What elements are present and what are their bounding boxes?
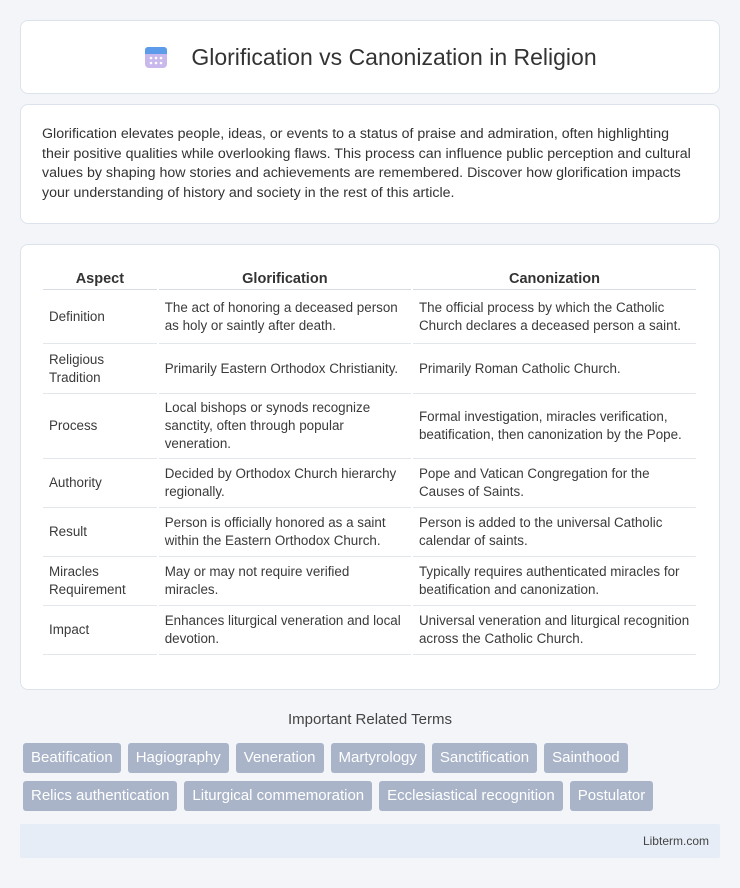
tag-sainthood[interactable]: Sainthood — [544, 743, 628, 773]
column-header-glorification: Glorification — [159, 265, 411, 290]
tag-hagiography[interactable]: Hagiography — [128, 743, 229, 773]
comparison-table — [41, 265, 698, 655]
tag-postulator[interactable]: Postulator — [570, 781, 654, 811]
table-row — [43, 508, 696, 557]
intro-card — [20, 104, 720, 224]
calendar-icon — [143, 44, 169, 70]
glorification-cell: Primarily Eastern Orthodox Christianity. — [159, 344, 411, 394]
canonization-cell: Pope and Vatican Congregation for the Causes of Saints. — [413, 459, 696, 508]
page-title: Glorification vs Canonization in Religion — [191, 43, 597, 70]
tag-beatification[interactable]: Beatification — [23, 743, 121, 773]
aspect-cell: Process — [43, 394, 157, 459]
aspect-cell: Result — [43, 508, 157, 557]
canonization-cell: Person is added to the universal Catholic calendar of saints. — [413, 508, 696, 557]
comparison-card — [20, 244, 720, 690]
table-row — [43, 557, 696, 606]
column-header-canonization: Canonization — [413, 265, 696, 290]
tag-relics-authentication[interactable]: Relics authentication — [23, 781, 177, 811]
canonization-cell: Universal veneration and liturgical recognition across the Catholic Church. — [413, 606, 696, 655]
table-row — [43, 344, 696, 394]
tag-martyrology[interactable]: Martyrology — [331, 743, 425, 773]
table-row — [43, 459, 696, 508]
table-row — [43, 606, 696, 655]
column-header-aspect: Aspect — [43, 265, 157, 290]
footer — [20, 824, 720, 858]
canonization-cell: Typically requires authenticated miracles for beatification and canonization. — [413, 557, 696, 606]
glorification-cell: The act of honoring a deceased person as holy or saintly after death. — [159, 290, 411, 344]
glorification-cell: Enhances liturgical veneration and local devotion. — [159, 606, 411, 655]
tag-row — [23, 743, 723, 773]
glorification-cell: May or may not require verified miracles. — [159, 557, 411, 606]
aspect-cell: Authority — [43, 459, 157, 508]
aspect-cell: Impact — [43, 606, 157, 655]
tag-row — [23, 781, 723, 811]
aspect-cell: Definition — [43, 290, 157, 344]
glorification-cell: Local bishops or synods recognize sanctity, often through popular veneration. — [159, 394, 411, 459]
canonization-cell: The official process by which the Catholic Church declares a deceased person a saint. — [413, 290, 696, 344]
tag-liturgical-commemoration[interactable]: Liturgical commemoration — [184, 781, 372, 811]
glorification-cell: Decided by Orthodox Church hierarchy regionally. — [159, 459, 411, 508]
table-header-row — [43, 265, 696, 290]
header-card — [20, 20, 720, 94]
title-wrap — [143, 44, 596, 71]
related-terms-title: Important Related Terms — [288, 711, 452, 728]
aspect-cell: Miracles Requirement — [43, 557, 157, 606]
table-row — [43, 290, 696, 344]
footer-site-link[interactable]: Libterm.com — [642, 834, 709, 848]
canonization-cell: Primarily Roman Catholic Church. — [413, 344, 696, 394]
aspect-cell: Religious Tradition — [43, 344, 157, 394]
tag-veneration[interactable]: Veneration — [236, 743, 324, 773]
canonization-cell: Formal investigation, miracles verification, beatification, then canonization by the Pope. — [413, 394, 696, 459]
intro-paragraph: Glorification elevates people, ideas, or events to a status of praise and admiration, often highlighting their positive qualities while overlooking flaws. This process can influence public perception and cultural values by shaping how stories and achievements are remembered. Discover how glorification impacts your understanding of history and society in the rest of this article. — [42, 126, 691, 201]
tag-sanctification[interactable]: Sanctification — [432, 743, 537, 773]
glorification-cell: Person is officially honored as a saint within the Eastern Orthodox Church. — [159, 508, 411, 557]
related-terms-tags — [23, 743, 723, 819]
tag-ecclesiastical-recognition[interactable]: Ecclesiastical recognition — [379, 781, 563, 811]
table-row — [43, 394, 696, 459]
